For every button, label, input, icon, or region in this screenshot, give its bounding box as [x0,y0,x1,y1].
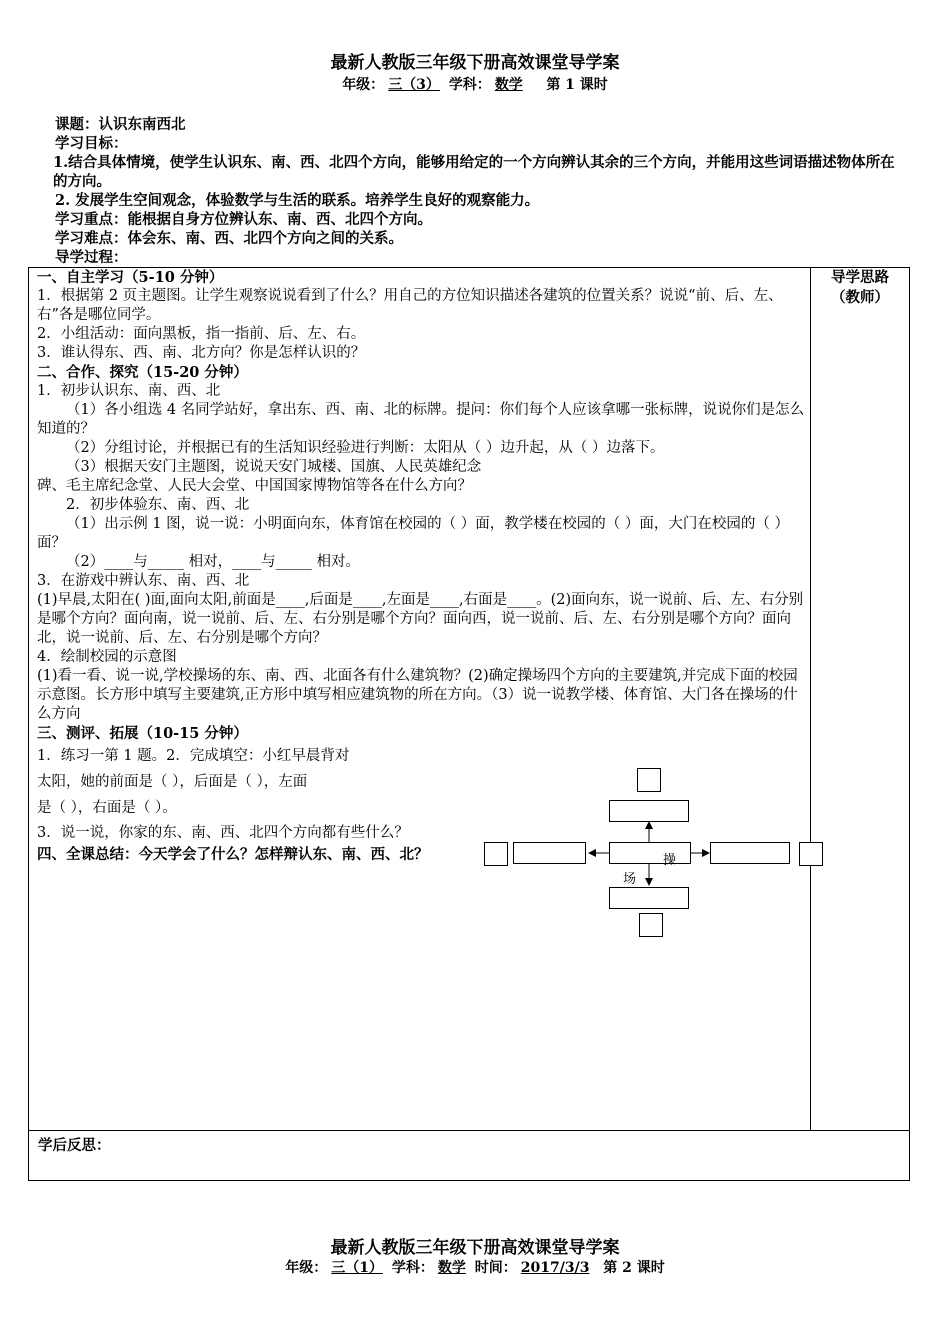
section-heading: 四、全课总结：今天学会了什么？怎样辩认东、南、西、北？ [37,846,429,863]
section-heading: 三、测评、拓展（10-15 分钟） [37,725,248,742]
grade-value: 三（1） [331,1260,384,1276]
section-heading: 一、自主学习（5-10 分钟） [37,269,224,286]
content-line: （1）各小组选 4 名同学站好，拿出东、西、南、北的标牌。提问：你们每个人应该拿哪一张标牌，说说你们是怎么知道的？ [37,402,805,437]
teacher-column-header [812,268,908,308]
subject-label: 学科： [448,77,491,93]
grade-value: 三（3） [388,77,440,93]
content-line: 1．初步认识东、南、西、北 [37,383,221,399]
column-divider [810,267,811,1130]
subject-value: 数学 [437,1260,466,1276]
content-line: 2．初步体验东、南、西、北 [66,497,250,513]
content-line: （2）____与_____ 相对，____与_____ 相对。 [66,554,360,570]
content-line: （3）根据天安门主题图，说说天安门城楼、国旗、人民英雄纪念 [66,459,482,475]
content-line: 3．谁认得东、西、南、北方向？你是怎样认识的？ [37,345,366,361]
campus-diagram [480,765,825,940]
east-direction-box [799,842,823,866]
page-title: 最新人教版三年级下册高效课堂导学案 [330,53,620,73]
content-line: 是（ ），右面是（ ）。 [37,800,177,816]
goal-1: 1.结合具体情境，使学生认识东、南、西、北四个方向，能够用给定的一个方向辨认其余的三个方向，并能用这些词语描述物体所在的方向。 [53,154,895,190]
content-line: 3．说一说，你家的东、南、西、北四个方向都有些什么？ [37,825,409,841]
playground-label-2: 场 [623,872,637,887]
grade-label: 年级： [342,77,385,93]
subject-label: 学科： [391,1260,434,1276]
lesson-number: 第 1 课时 [546,77,608,93]
content-line: (1)看一看、说一说,学校操场的东、南、西、北面各有什么建筑物？(2)确定操场四个方向的主要建筑,并完成下面的校园示意图。长方形中填写主要建筑,正方形中填写相应建筑物的所在方向。（3）说一说教学楼、体育馆、大门各在操场的什么方向 [37,668,798,722]
reflection-label: 学后反思： [38,1137,111,1154]
grade-label: 年级： [285,1260,328,1276]
row-divider [28,1130,910,1131]
content-line: （2）分组讨论，并根据已有的生活知识经验进行判断：太阳从（ ）边升起，从（ ）边落下。 [66,440,665,456]
content-line: 太阳，她的前面是（ ），后面是（ ），左面 [37,774,308,790]
playground-box [609,842,691,864]
lesson-info [0,74,950,94]
page2-lesson-info [0,1257,950,1277]
content-line: (1)早晨,太阳在( )面,面向太阳,前面是____,后面是____,左面是____,右面是____。(2)面向东，说一说前、后、左、右分别是哪个方向？面向南，说一说前、后、左、右分别是哪个方向？面向西，说一说前、后、左、右分别是哪个方向？面向北，说一说前、后、左、右分别是哪个方向？ [37,592,804,646]
lesson-number: 第 2 课时 [603,1260,665,1276]
content-line: 4．绘制校园的示意图 [37,649,177,665]
section-heading: 二、合作、探究（15-20 分钟） [37,364,248,381]
content-line: 1．练习一第 1 题。2．完成填空：小红早晨背对 [37,748,350,764]
content-line: （1）出示例 1 图，说一说：小明面向东，体育馆在校园的（ ）面，教学楼在校园的（ ）面，大门在校园的（ ）面？ [37,516,789,551]
difficulty: 学习难点：体会东、南、西、北四个方向之间的关系。 [55,230,403,247]
south-direction-box [639,913,663,937]
east-building-box [710,842,790,864]
topic: 课题：认识东南西北 [55,116,186,133]
south-building-box [609,887,689,909]
content-line: 碑、毛主席纪念堂、人民大会堂、中国国家博物馆等各在什么方向？ [37,478,472,494]
time-label: 时间： [474,1260,517,1276]
content-line: 1．根据第 2 页主题图。让学生观察说说看到了什么？用自己的方位知识描述各建筑的位置关系？说说“前、后、左、右”各是哪位同学。 [37,288,783,323]
playground-label-1: 操 [663,853,677,868]
goal-2: 2. 发展学生空间观念，体验数学与生活的联系。培养学生良好的观察能力。 [55,192,540,209]
page2-title: 最新人教版三年级下册高效课堂导学案 [330,1238,620,1258]
content-line: 3．在游戏中辨认东、南、西、北 [37,573,250,589]
goals-label: 学习目标： [55,135,128,152]
west-building-box [513,842,586,864]
side-header-line1: 导学思路 [831,269,889,286]
time-value: 2017/3/3 [520,1260,590,1276]
focus: 学习重点：能根据自身方位辨认东、南、西、北四个方向。 [55,211,432,228]
west-direction-box [484,842,508,866]
process-label: 导学过程： [55,249,128,266]
north-direction-box [637,768,661,792]
content-line: 2．小组活动：面向黑板，指一指前、后、左、右。 [37,326,366,342]
north-building-box [609,800,689,822]
side-header-line2: （教师） [831,289,889,306]
subject-value: 数学 [494,77,523,93]
lesson-header [55,115,915,267]
